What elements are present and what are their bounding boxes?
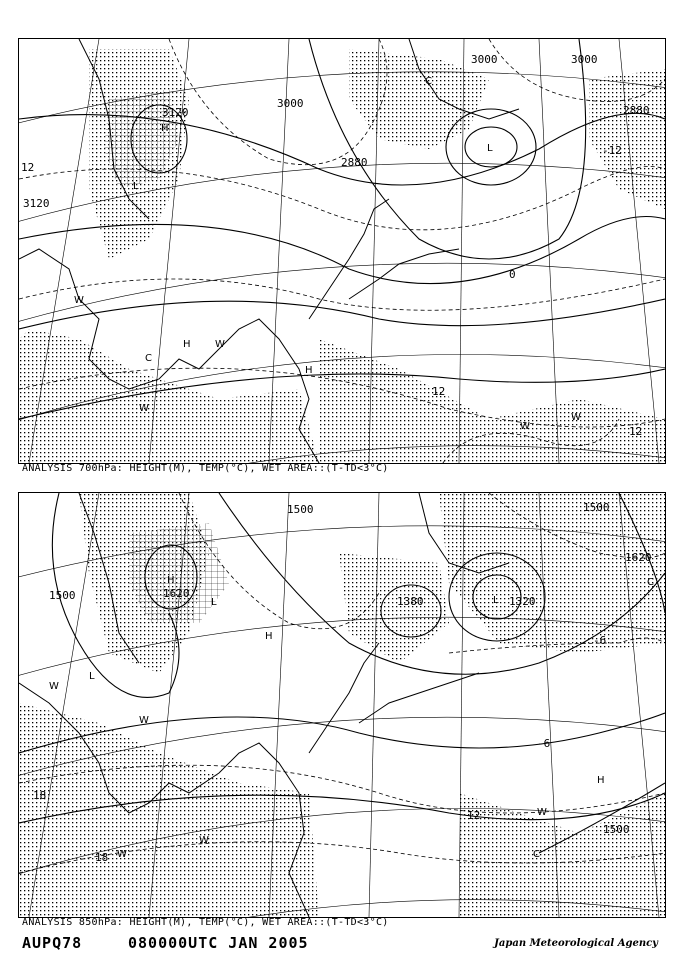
low-pressure-center: L bbox=[493, 595, 499, 606]
temp-label: -6 bbox=[593, 634, 607, 647]
temp-label: 18 bbox=[95, 851, 109, 864]
cold-center: C bbox=[533, 849, 540, 860]
panel-700-caption: ANALYSIS 700hPa: HEIGHT(M), TEMP(°C), WET AREA::(T-TD<3°C) bbox=[22, 463, 389, 474]
height-label: 2880 bbox=[341, 156, 368, 169]
low-pressure-center: L bbox=[133, 181, 139, 192]
low-pressure-center: L bbox=[211, 597, 217, 608]
warm-center: W bbox=[537, 807, 547, 818]
height-label: 1620 bbox=[625, 551, 652, 564]
high-pressure-center: H bbox=[597, 775, 605, 786]
height-label: 1500 bbox=[49, 589, 76, 602]
temp-label: 12 bbox=[21, 161, 35, 174]
warm-center: W bbox=[117, 849, 127, 860]
map-panel-850hpa bbox=[18, 492, 666, 918]
wet-area bbox=[319, 339, 665, 463]
map-850hpa-canvas bbox=[19, 493, 665, 917]
warm-center: W bbox=[571, 412, 581, 423]
height-label: 2880 bbox=[623, 104, 650, 117]
warm-center: W bbox=[139, 715, 149, 726]
height-label: 1320 bbox=[509, 595, 536, 608]
temp-label: -6 bbox=[537, 737, 551, 750]
cold-center: C bbox=[145, 353, 152, 364]
high-pressure-center: H bbox=[305, 365, 313, 376]
height-label: 3120 bbox=[23, 197, 50, 210]
height-label: 1380 bbox=[397, 595, 424, 608]
panel-850-caption: ANALYSIS 850hPa: HEIGHT(M), TEMP(°C), WET AREA::(T-TD<3°C) bbox=[22, 917, 389, 928]
height-label: 3000 bbox=[471, 53, 498, 66]
low-pressure-center: L bbox=[89, 671, 95, 682]
height-label: 1500 bbox=[583, 501, 610, 514]
warm-center: W bbox=[139, 403, 149, 414]
height-label: 1500 bbox=[603, 823, 630, 836]
height-label: 3000 bbox=[277, 97, 304, 110]
temp-label: 12 bbox=[432, 385, 446, 398]
warm-center: W bbox=[49, 681, 59, 692]
chart-code: AUPQ78 bbox=[22, 934, 83, 952]
warm-center: W bbox=[520, 421, 530, 432]
warm-center: W bbox=[199, 835, 209, 846]
map-panel-700hpa bbox=[18, 38, 666, 464]
agency-name: Japan Meteorological Agency bbox=[494, 938, 658, 949]
temp-label: 12 bbox=[629, 425, 643, 438]
high-pressure-center: H bbox=[265, 631, 273, 642]
high-pressure-center: H bbox=[161, 123, 169, 134]
high-pressure-center: H bbox=[183, 339, 191, 350]
height-label: 3120 bbox=[162, 106, 189, 119]
warm-center: W bbox=[74, 295, 84, 306]
temp-label: 18 bbox=[33, 789, 47, 802]
warm-center: W bbox=[215, 339, 225, 350]
map-700hpa-canvas bbox=[19, 39, 665, 463]
wet-area bbox=[349, 49, 489, 149]
height-label: 1500 bbox=[287, 503, 314, 516]
height-label: 1620 bbox=[163, 587, 190, 600]
cold-center: C bbox=[647, 577, 654, 588]
valid-time: 080000UTC JAN 2005 bbox=[128, 934, 309, 952]
temp-label: 12 bbox=[467, 809, 481, 822]
low-pressure-center: L bbox=[487, 143, 493, 154]
high-pressure-center: H bbox=[167, 575, 175, 586]
wet-area bbox=[19, 329, 319, 463]
temp-label: 0 bbox=[509, 268, 516, 281]
height-label: 3000 bbox=[571, 53, 598, 66]
wet-area bbox=[589, 69, 665, 209]
temp-label: -12 bbox=[602, 144, 622, 157]
cold-center: C bbox=[425, 76, 432, 87]
